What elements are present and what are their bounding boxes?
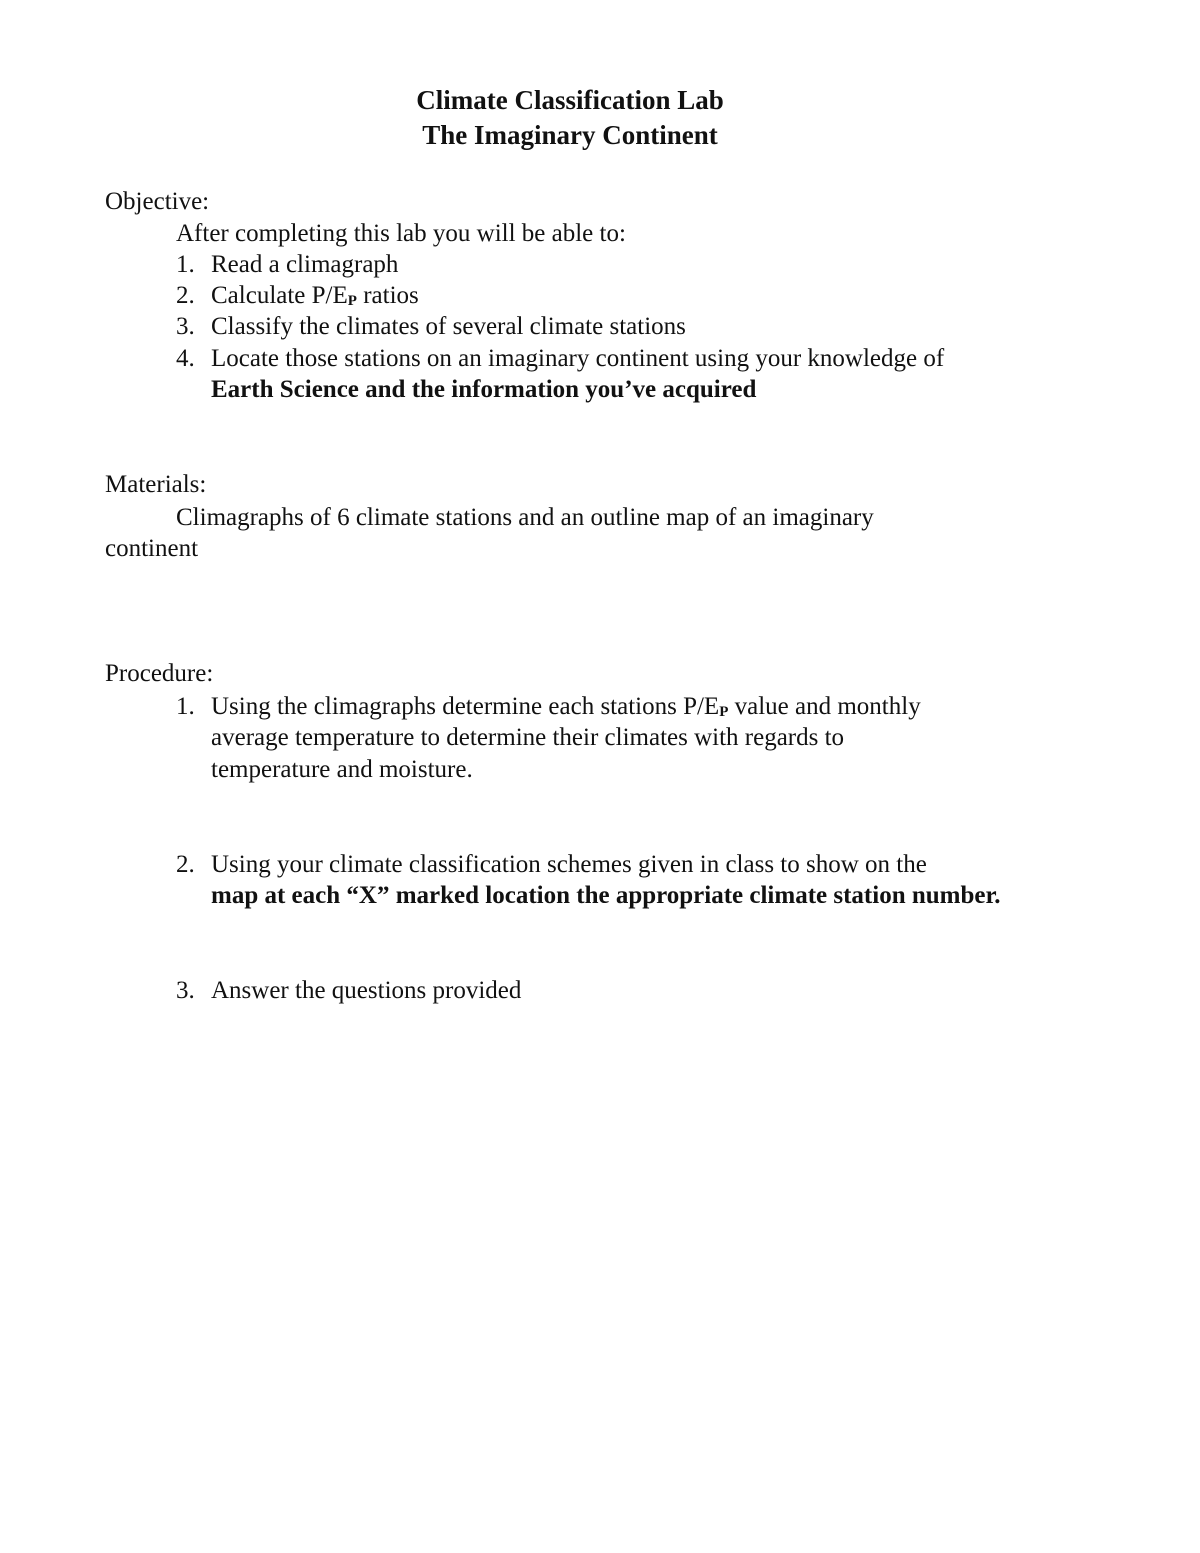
- list-item-text: Classify the climates of several climate stations: [211, 313, 686, 340]
- list-number: 3.: [176, 313, 195, 340]
- objective-intro: After completing this lab you will be able to:: [176, 220, 626, 247]
- list-number: 2.: [176, 851, 195, 878]
- procedure-item-3: [176, 975, 521, 1007]
- document-subtitle: The Imaginary Continent: [422, 120, 718, 150]
- list-item-text-suffix: ratios: [356, 282, 419, 309]
- procedure-item-1-line-2: average temperature to determine their climates with regards to: [211, 724, 845, 751]
- objective-heading: Objective:: [105, 188, 210, 215]
- objective-item-4-continuation: Earth Science and the information you’ve acquired: [211, 376, 757, 403]
- list-number: 1.: [176, 693, 195, 720]
- procedure-item-1-line-3: temperature and moisture.: [211, 756, 473, 783]
- list-item-text: Read a climagraph: [211, 251, 399, 278]
- objective-item-4: [176, 343, 944, 375]
- list-number: 3.: [176, 977, 195, 1004]
- list-item-text: Using the climagraphs determine each stations P/E: [211, 693, 720, 720]
- list-item-text: Answer the questions provided: [211, 977, 522, 1004]
- list-item-text: Locate those stations on an imaginary continent using your knowledge of: [211, 345, 945, 372]
- materials-text-line-1: Climagraphs of 6 climate stations and an outline map of an imaginary: [176, 504, 874, 531]
- procedure-item-2: [176, 849, 927, 881]
- list-number: 4.: [176, 345, 195, 372]
- subscript-p: P: [719, 704, 729, 720]
- list-item-text: Using your climate classification schemes given in class to show on the: [211, 851, 927, 878]
- procedure-item-2-line-2: map at each “X” marked location the appropriate climate station number.: [211, 882, 1001, 909]
- document-title: Climate Classification Lab: [416, 85, 724, 115]
- materials-heading: Materials:: [105, 471, 207, 498]
- list-item-text: Calculate P/E: [211, 282, 348, 309]
- list-item-text-suffix: value and monthly: [728, 693, 921, 720]
- procedure-heading: Procedure:: [105, 660, 214, 687]
- objective-item-1: [176, 249, 398, 281]
- objective-item-3: [176, 311, 686, 343]
- list-number: 2.: [176, 282, 195, 309]
- subscript-p: P: [347, 293, 357, 309]
- list-number: 1.: [176, 251, 195, 278]
- materials-text-line-2: continent: [105, 535, 199, 562]
